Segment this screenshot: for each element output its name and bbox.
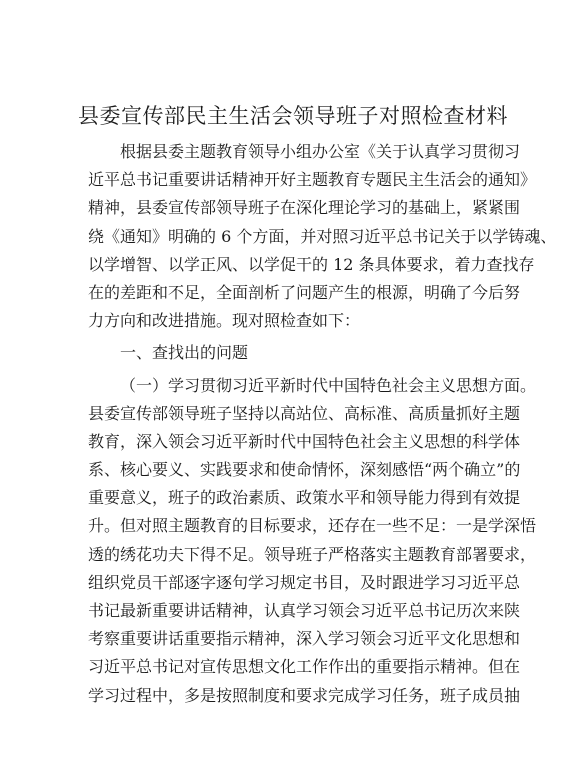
section-heading: 一、查找出的问题 <box>120 343 249 363</box>
section-line: 组织党员干部逐字逐句学习规定书目，及时跟进学习习近平总 <box>88 572 521 592</box>
intro-line: 绕《通知》明确的 6 个方面，并对照习近平总书记关于以学铸魂、 <box>88 226 557 246</box>
document-body <box>88 138 557 710</box>
section-line: （一）学习贯彻习近平新时代中国特色社会主义思想方面。 <box>120 375 537 395</box>
section-line: 习近平总书记对宣传思想文化工作作出的重要指示精神。但在 <box>88 657 521 677</box>
section-line: 教育，深入领会习近平新时代中国特色社会主义思想的科学体 <box>88 431 521 451</box>
section-line: 书记最新重要讲话精神，认真学习领会习近平总书记历次来陕 <box>88 601 521 620</box>
intro-line: 以学增智、以学正风、以学促干的 12 条具体要求，着力查找存 <box>88 254 535 274</box>
intro-line: 根据县委主题教育领导小组办公室《关于认真学习贯彻习 <box>120 142 521 161</box>
section-line: 透的绣花功夫下得不足。领导班子严格落实主题教育部署要求， <box>88 544 537 564</box>
section-line: 升。但对照主题教育的目标要求，还存在一些不足：一是学深悟 <box>88 516 537 536</box>
intro-line: 近平总书记重要讲话精神开好主题教育专题民主生活会的通知》 <box>88 170 537 190</box>
section-line: 学习过程中，多是按照制度和要求完成学习任务，班子成员抽 <box>88 685 521 705</box>
section-line: 重要意义，班子的政治素质、政策水平和领导能力得到有效提 <box>88 488 521 508</box>
intro-line: 力方向和改进措施。现对照检查如下： <box>88 311 361 331</box>
section-line: 考察重要讲话重要指示精神，深入学习领会习近平文化思想和 <box>88 629 521 649</box>
section-line: 县委宣传部领导班子坚持以高站位、高标准、高质量抓好主题 <box>88 403 521 423</box>
intro-line: 精神，县委宣传部领导班子在深化理论学习的基础上，紧紧围 <box>88 198 521 218</box>
section-line: 系、核心要义、实践要求和使命情怀，深刻感悟“两个确立”的 <box>88 460 521 480</box>
document-title: 县委宣传部民主生活会领导班子对照检查材料 <box>78 104 508 128</box>
intro-line: 在的差距和不足，全面剖析了问题产生的根源，明确了今后努 <box>88 282 521 302</box>
